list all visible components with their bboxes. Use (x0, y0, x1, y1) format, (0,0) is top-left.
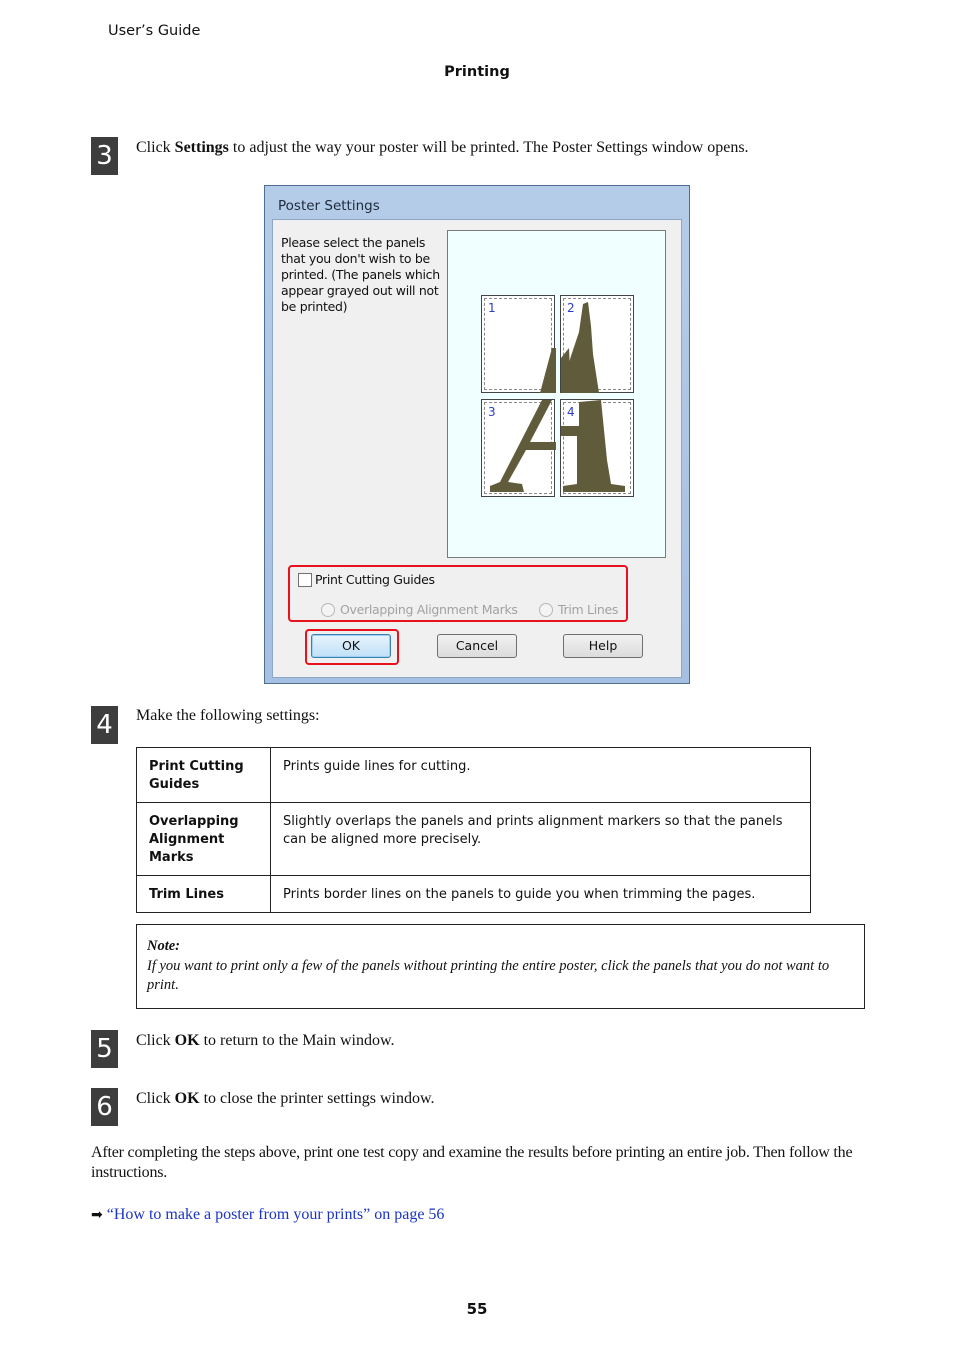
note-text: If you want to print only a few of the panels without printing the entire poster, click the panels that you do not want to print. (147, 957, 830, 993)
step-3-number: 3 (91, 137, 118, 175)
panel-figure-graphic (561, 296, 635, 394)
poster-preview (447, 230, 666, 558)
poster-settings-dialog (264, 185, 690, 684)
table-row (137, 803, 811, 876)
panel-figure-graphic (561, 400, 635, 498)
panel-figure-graphic (482, 296, 556, 394)
dialog-body (272, 219, 682, 678)
poster-panel-4[interactable] (560, 399, 634, 497)
setting-description: Prints guide lines for cutting. (271, 748, 811, 803)
overlapping-alignment-marks-radio[interactable] (321, 603, 335, 617)
section-title: Printing (444, 64, 510, 80)
cutting-guides-highlight (288, 565, 628, 622)
setting-name: Print Cutting Guides (137, 748, 271, 803)
settings-table (136, 747, 811, 913)
panel-number: 4 (567, 405, 575, 419)
dialog-message: Please select the panels that you don't wish to be printed. (The panels which appear grayed out will not be printed) (281, 235, 440, 314)
page-number: 55 (466, 1300, 488, 1318)
panel-number: 1 (488, 301, 496, 315)
ok-button[interactable]: OK (311, 634, 391, 658)
print-cutting-guides-checkbox[interactable] (298, 573, 312, 587)
arrow-right-icon: ➡ (91, 1207, 103, 1223)
trim-lines-label: Trim Lines (558, 602, 619, 617)
table-row (137, 748, 811, 803)
dialog-title: Poster Settings (278, 198, 380, 214)
trim-lines-radio[interactable] (539, 603, 553, 617)
print-cutting-guides-label: Print Cutting Guides (315, 572, 435, 587)
poster-panel-2[interactable] (560, 295, 634, 393)
cross-reference (91, 1206, 444, 1224)
table-row (137, 876, 811, 913)
step-4-number: 4 (91, 706, 118, 744)
help-button[interactable]: Help (563, 634, 643, 658)
step-4-text: Make the following settings: (136, 707, 320, 724)
setting-name: Overlapping Alignment Marks (137, 803, 271, 876)
step-5-number: 5 (91, 1030, 118, 1068)
poster-howto-link[interactable]: “How to make a poster from your prints” on page 56 (106, 1206, 445, 1223)
panel-number: 3 (488, 405, 496, 419)
step-6-number: 6 (91, 1088, 118, 1126)
overlapping-alignment-marks-label: Overlapping Alignment Marks (340, 602, 518, 617)
setting-description: Prints border lines on the panels to guide you when trimming the pages. (271, 876, 811, 913)
closing-paragraph: After completing the steps above, print one test copy and examine the results before printing an entire job. Then follow the instructions. (91, 1144, 853, 1181)
setting-description: Slightly overlaps the panels and prints alignment markers so that the panels can be aligned more precisely. (271, 803, 811, 876)
note-title: Note: (147, 938, 181, 954)
step-3-text: Click Settings to adjust the way your poster will be printed. The Poster Settings window opens. (136, 139, 749, 156)
panel-number: 2 (567, 301, 575, 315)
setting-name: Trim Lines (137, 876, 271, 913)
step-5-text: Click OK to return to the Main window. (136, 1032, 395, 1049)
document-title: User’s Guide (108, 23, 201, 39)
panel-figure-graphic (482, 400, 556, 498)
step-6-text: Click OK to close the printer settings window. (136, 1090, 435, 1107)
poster-panel-3[interactable] (481, 399, 555, 497)
note-box (136, 924, 865, 1009)
poster-panel-1[interactable] (481, 295, 555, 393)
cancel-button[interactable]: Cancel (437, 634, 517, 658)
